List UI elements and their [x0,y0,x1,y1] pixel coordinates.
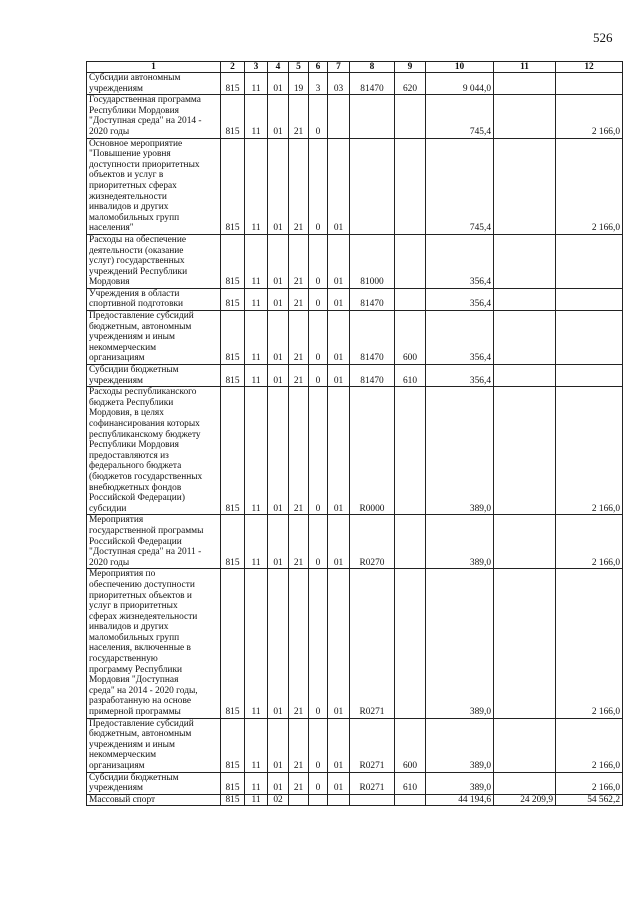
cell-amount-10: 745,4 [426,95,494,138]
cell-subprogram: 0 [309,515,328,569]
cell-amount-11 [494,73,556,95]
cell-expense-type [395,138,426,234]
col-header-9: 9 [395,62,426,73]
row-name: Массовый спорт [87,794,221,806]
table-body [87,73,623,806]
cell-expense-direction: 81470 [350,73,395,95]
table-row [87,365,623,387]
table-row [87,794,623,806]
cell-expense-direction: R0271 [350,718,395,772]
row-name: Расходы на обеспечение деятельности (оказание услуг) государственных учреждений Республики Мордовия [87,234,221,288]
cell-measure: 01 [328,772,350,794]
cell-subsection: 02 [268,794,289,806]
cell-measure: 03 [328,73,350,95]
cell-amount-11 [494,95,556,138]
cell-program: 21 [289,718,309,772]
cell-amount-10: 356,4 [426,311,494,365]
cell-ministry: 815 [221,311,245,365]
cell-amount-12 [556,288,623,310]
cell-amount-10: 389,0 [426,772,494,794]
cell-program: 21 [289,387,309,515]
cell-expense-direction: R0271 [350,772,395,794]
table-row [87,95,623,138]
cell-amount-11 [494,311,556,365]
cell-expense-type: 610 [395,772,426,794]
cell-amount-12 [556,365,623,387]
cell-subprogram: 0 [309,387,328,515]
cell-subprogram: 0 [309,288,328,310]
col-header-7: 7 [328,62,350,73]
cell-measure: 01 [328,288,350,310]
cell-subsection: 01 [268,95,289,138]
row-name: Субсидии автономным учреждениям [87,73,221,95]
cell-amount-11: 24 209,9 [494,794,556,806]
cell-expense-type: 600 [395,311,426,365]
cell-amount-10: 389,0 [426,718,494,772]
cell-amount-12: 2 166,0 [556,95,623,138]
cell-amount-11 [494,288,556,310]
cell-subprogram: 3 [309,73,328,95]
cell-amount-12 [556,311,623,365]
cell-expense-type [395,387,426,515]
cell-expense-type: 610 [395,365,426,387]
cell-expense-type [395,794,426,806]
cell-amount-11 [494,365,556,387]
cell-subprogram: 0 [309,772,328,794]
cell-subsection: 01 [268,772,289,794]
cell-amount-12 [556,73,623,95]
cell-amount-10: 44 194,6 [426,794,494,806]
table-row [87,772,623,794]
cell-amount-12: 2 166,0 [556,772,623,794]
table-row [87,234,623,288]
cell-section: 11 [245,311,268,365]
cell-expense-direction: R0000 [350,387,395,515]
cell-program: 21 [289,95,309,138]
row-name: Предоставление субсидий бюджетным, автономным учреждениям и иным некоммерческим организациям [87,311,221,365]
cell-amount-12: 2 166,0 [556,569,623,718]
cell-expense-type [395,515,426,569]
cell-ministry: 815 [221,138,245,234]
cell-subsection: 01 [268,288,289,310]
cell-amount-10: 389,0 [426,569,494,718]
cell-amount-11 [494,387,556,515]
table-row [87,718,623,772]
cell-measure [328,794,350,806]
col-header-3: 3 [245,62,268,73]
cell-expense-type [395,288,426,310]
cell-subsection: 01 [268,73,289,95]
cell-program: 21 [289,515,309,569]
cell-program: 21 [289,288,309,310]
row-name: Государственная программа Республики Мордовия "Доступная среда" на 2014 - 2020 годы [87,95,221,138]
cell-amount-10: 356,4 [426,288,494,310]
cell-section: 11 [245,772,268,794]
cell-expense-type: 620 [395,73,426,95]
col-header-2: 2 [221,62,245,73]
cell-measure: 01 [328,311,350,365]
cell-expense-direction: R0270 [350,515,395,569]
table-row [87,73,623,95]
cell-section: 11 [245,569,268,718]
cell-amount-11 [494,569,556,718]
cell-amount-10: 356,4 [426,234,494,288]
cell-amount-12 [556,234,623,288]
cell-subsection: 01 [268,234,289,288]
row-name: Мероприятия по обеспечению доступности приоритетных объектов и услуг в приоритетных сферах жизнедеятельности инвалидов и других маломобильных групп населения, включенные в государственную программу Республики Мордовия "Доступная среда" на 2014 - 2020 годы, разработанную на основе примерной программы [87,569,221,718]
cell-subsection: 01 [268,718,289,772]
row-name: Предоставление субсидий бюджетным, автономным учреждениям и иным некоммерческим организациям [87,718,221,772]
cell-expense-direction [350,138,395,234]
cell-ministry: 815 [221,288,245,310]
table-row [87,138,623,234]
col-header-4: 4 [268,62,289,73]
row-name: Учреждения в области спортивной подготовки [87,288,221,310]
cell-expense-type [395,234,426,288]
cell-program: 21 [289,138,309,234]
table-row [87,515,623,569]
cell-measure: 01 [328,387,350,515]
cell-section: 11 [245,234,268,288]
cell-section: 11 [245,718,268,772]
cell-ministry: 815 [221,569,245,718]
cell-subsection: 01 [268,515,289,569]
cell-amount-12: 2 166,0 [556,718,623,772]
cell-amount-12: 2 166,0 [556,387,623,515]
cell-section: 11 [245,365,268,387]
cell-section: 11 [245,515,268,569]
cell-measure: 01 [328,138,350,234]
row-name: Субсидии бюджетным учреждениям [87,772,221,794]
cell-program: 21 [289,569,309,718]
cell-subsection: 01 [268,365,289,387]
cell-measure: 01 [328,515,350,569]
table-row [87,311,623,365]
cell-expense-direction [350,794,395,806]
cell-ministry: 815 [221,515,245,569]
cell-measure [328,95,350,138]
cell-ministry: 815 [221,387,245,515]
cell-measure: 01 [328,234,350,288]
cell-amount-11 [494,234,556,288]
cell-subsection: 01 [268,387,289,515]
cell-ministry: 815 [221,365,245,387]
cell-measure: 01 [328,569,350,718]
row-name: Субсидии бюджетным учреждениям [87,365,221,387]
cell-section: 11 [245,95,268,138]
cell-amount-11 [494,138,556,234]
cell-subprogram: 0 [309,311,328,365]
cell-expense-type: 600 [395,718,426,772]
table-row [87,288,623,310]
cell-program: 21 [289,365,309,387]
cell-program: 21 [289,234,309,288]
cell-program: 19 [289,73,309,95]
cell-subprogram: 0 [309,234,328,288]
cell-ministry: 815 [221,718,245,772]
header-row [87,62,623,73]
table-row [87,387,623,515]
cell-expense-direction: 81470 [350,311,395,365]
cell-expense-direction: 81470 [350,288,395,310]
cell-section: 11 [245,73,268,95]
cell-expense-type [395,95,426,138]
col-header-1: 1 [87,62,221,73]
cell-expense-direction [350,95,395,138]
cell-measure: 01 [328,365,350,387]
cell-subprogram: 0 [309,365,328,387]
cell-subprogram: 0 [309,569,328,718]
cell-subsection: 01 [268,138,289,234]
cell-subprogram: 0 [309,718,328,772]
cell-amount-10: 389,0 [426,387,494,515]
cell-subprogram: 0 [309,95,328,138]
row-name: Расходы республиканского бюджета Республики Мордовия, в целях софинансирования которых республиканскому бюджету Республики Мордовия предоставляются из федерального бюджета (бюджетов государственных внебюджетных фондов Российской Федерации) субсидии [87,387,221,515]
row-name: Основное мероприятие "Повышение уровня доступности приоритетных объектов и услуг в приоритетных сферах жизнедеятельности инвалидов и других маломобильных групп населения" [87,138,221,234]
cell-subsection: 01 [268,569,289,718]
budget-table [86,61,623,806]
cell-ministry: 815 [221,772,245,794]
cell-section: 11 [245,138,268,234]
cell-amount-11 [494,718,556,772]
page-number: 526 [593,30,613,45]
cell-amount-11 [494,515,556,569]
cell-ministry: 815 [221,73,245,95]
cell-section: 11 [245,387,268,515]
cell-program [289,794,309,806]
cell-subsection: 01 [268,311,289,365]
cell-amount-12: 2 166,0 [556,138,623,234]
cell-program: 21 [289,311,309,365]
cell-section: 11 [245,288,268,310]
cell-amount-12: 54 562,2 [556,794,623,806]
cell-expense-direction: 81000 [350,234,395,288]
col-header-5: 5 [289,62,309,73]
cell-amount-10: 9 044,0 [426,73,494,95]
col-header-8: 8 [350,62,395,73]
cell-program: 21 [289,772,309,794]
cell-ministry: 815 [221,95,245,138]
cell-amount-10: 389,0 [426,515,494,569]
cell-ministry: 815 [221,794,245,806]
cell-amount-11 [494,772,556,794]
cell-expense-type [395,569,426,718]
cell-section: 11 [245,794,268,806]
cell-expense-direction: R0271 [350,569,395,718]
cell-expense-direction: 81470 [350,365,395,387]
cell-amount-12: 2 166,0 [556,515,623,569]
col-header-12: 12 [556,62,623,73]
col-header-6: 6 [309,62,328,73]
cell-amount-10: 356,4 [426,365,494,387]
cell-amount-10: 745,4 [426,138,494,234]
row-name: Мероприятия государственной программы Российской Федерации "Доступная среда" на 2011 - 2020 годы [87,515,221,569]
col-header-11: 11 [494,62,556,73]
table-row [87,569,623,718]
cell-subprogram [309,794,328,806]
cell-subprogram: 0 [309,138,328,234]
col-header-10: 10 [426,62,494,73]
cell-ministry: 815 [221,234,245,288]
cell-measure: 01 [328,718,350,772]
